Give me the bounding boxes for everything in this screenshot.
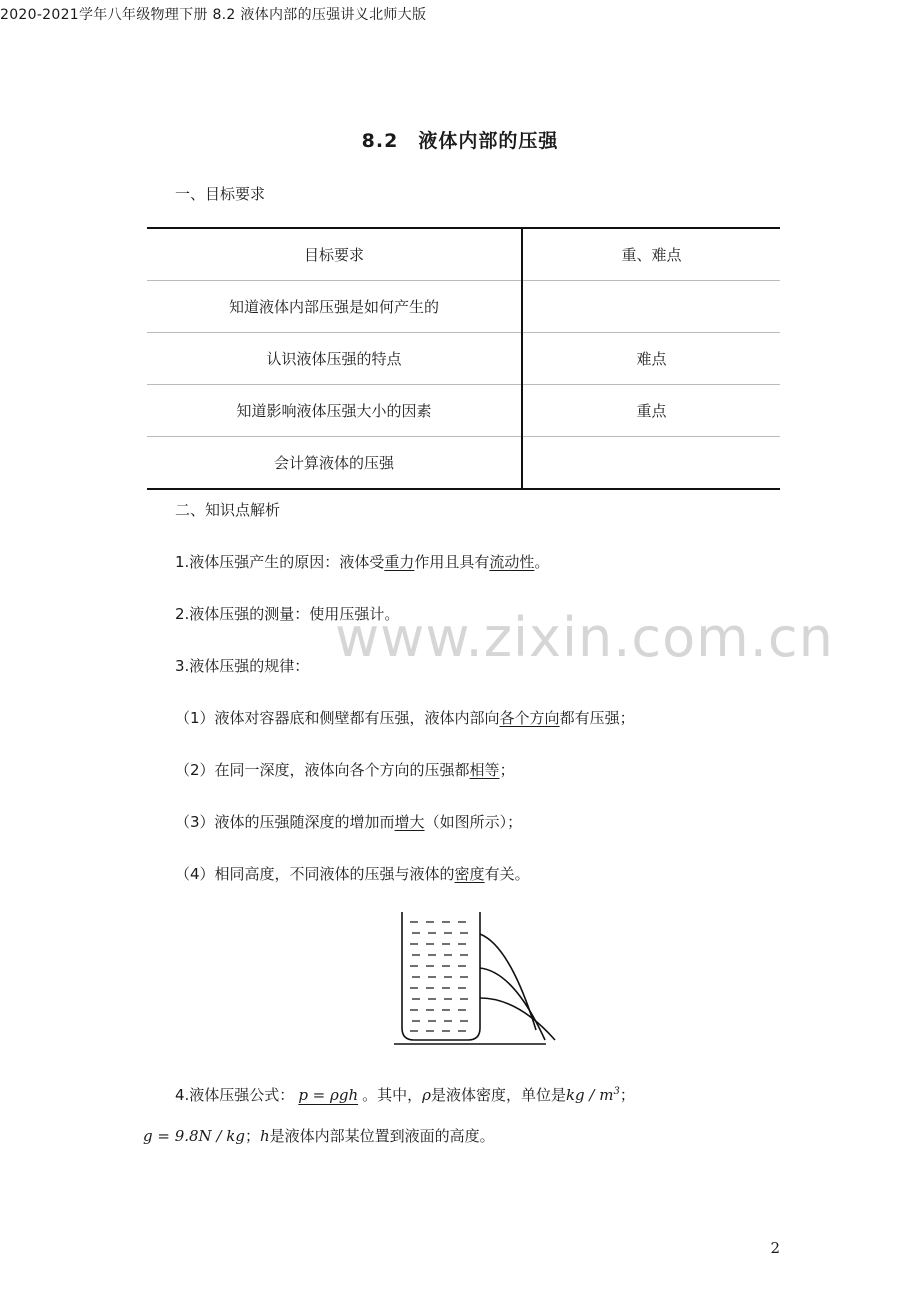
density-unit: kg / m: [565, 1086, 614, 1104]
text: 是液体密度，单位是: [430, 1086, 566, 1104]
water-jet-bottom: [480, 998, 555, 1040]
table-cell: [522, 437, 780, 490]
text: （3）液体的压强随深度的增加而: [175, 813, 395, 831]
table-cell: [522, 281, 780, 333]
table-cell: 知道影响液体压强大小的因素: [147, 385, 522, 437]
paragraph-measurement: 2.液体压强的测量：使用压强计。: [175, 605, 400, 623]
goals-table: [147, 227, 780, 490]
section-heading-goals: 一、目标要求: [175, 185, 266, 203]
gravity-constant: g = 9.8N / kg: [143, 1127, 245, 1145]
table-cell: 难点: [522, 333, 780, 385]
liquid-pressure-figure: [388, 906, 563, 1048]
paragraph-formula: [175, 1082, 635, 1105]
page-title: 8.2 液体内部的压强: [361, 130, 559, 152]
table-row: [147, 281, 780, 333]
text: （2）在同一深度，液体向各个方向的压强都: [175, 761, 470, 779]
text: （如图所示）；: [424, 813, 523, 831]
text: ；: [619, 1086, 635, 1104]
water-dashes: [410, 922, 468, 1031]
table-header-cell: 重、难点: [522, 228, 780, 281]
section-heading-knowledge: 二、知识点解析: [175, 501, 281, 519]
table-cell: 知道液体内部压强是如何产生的: [147, 281, 522, 333]
table-cell: 重点: [522, 385, 780, 437]
unit-exponent: 3: [613, 1086, 620, 1097]
page-number: 2: [770, 1239, 780, 1257]
text: ；: [244, 1127, 260, 1145]
table-header-cell: 目标要求: [147, 228, 522, 281]
table-header-row: [147, 228, 780, 281]
text: （4）相同高度，不同液体的压强与液体的: [175, 865, 455, 883]
text: 1.液体压强产生的原因：液体受: [175, 553, 385, 571]
text: 有关。: [484, 865, 530, 883]
table-row: [147, 385, 780, 437]
underlined-answer: 增大: [394, 813, 425, 831]
text: 4.液体压强公式：: [175, 1086, 295, 1104]
rule-4: [175, 864, 530, 884]
document-header: 2020-2021学年八年级物理下册 8.2 液体内部的压强讲义北师大版: [0, 7, 427, 23]
paragraph-definitions: [143, 1126, 495, 1146]
rule-2: [175, 760, 515, 780]
text: 都有压强；: [559, 709, 635, 727]
text: 。: [534, 553, 550, 571]
underlined-answer: 各个方向: [499, 709, 560, 727]
h-symbol: h: [259, 1127, 270, 1145]
text: ；: [499, 761, 515, 779]
pressure-formula: p = ρgh: [298, 1086, 359, 1104]
rule-1: [175, 708, 635, 728]
text: （1）液体对容器底和侧壁都有压强，液体内部向: [175, 709, 500, 727]
table-row: [147, 333, 780, 385]
table-row: [147, 437, 780, 490]
table-cell: 会计算液体的压强: [147, 437, 522, 490]
rho-symbol: ρ: [422, 1086, 431, 1104]
paragraph-rules: 3.液体压强的规律：: [175, 657, 310, 675]
text: 是液体内部某位置到液面的高度。: [269, 1127, 495, 1145]
text: 作用且具有: [414, 553, 490, 571]
container-bottom: [402, 1028, 480, 1040]
watermark: www.zixin.com.cn: [335, 606, 834, 669]
paragraph-cause: [175, 552, 549, 572]
underlined-answer: 相等: [469, 761, 500, 779]
underlined-answer: 密度: [454, 865, 485, 883]
rule-3: [175, 812, 522, 832]
underlined-answer: 重力: [384, 553, 415, 571]
text: 。其中，: [362, 1086, 423, 1104]
underlined-answer: 流动性: [489, 553, 535, 571]
table-cell: 认识液体压强的特点: [147, 333, 522, 385]
